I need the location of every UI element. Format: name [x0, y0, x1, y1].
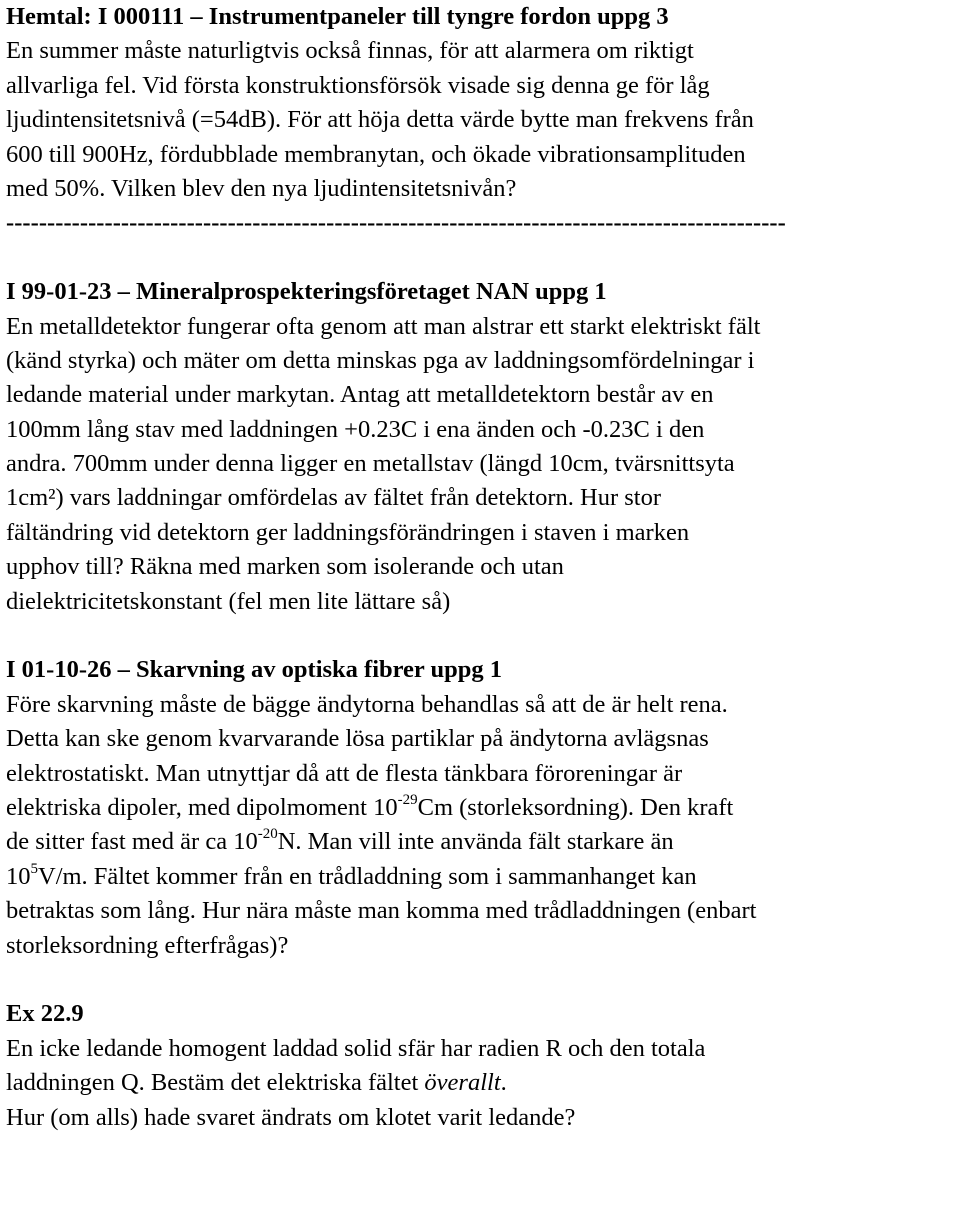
- text-line: En icke ledande homogent laddad solid sfär har radien R och den totala: [6, 1034, 706, 1062]
- text-line: ledande material under markytan. Antag att metalldetektorn består av en: [6, 381, 714, 409]
- text-line: storleksordning efterfrågas)?: [6, 931, 289, 959]
- section-optiska-fibrer: [6, 653, 956, 963]
- text-line: upphov till? Räkna med marken som isolerande och utan: [6, 553, 564, 581]
- text-line: fältändring vid detektorn ger laddningsförändringen i staven i marken: [6, 518, 690, 546]
- text-segment: elektriska dipoler, med dipolmoment 10: [6, 793, 398, 821]
- section-heading: I 01-10-26 – Skarvning av optiska fibrer uppg 1: [6, 656, 502, 684]
- text-line: allvarliga fel. Vid första konstruktionsförsök visade sig denna ge för låg: [6, 71, 710, 99]
- text-segment: 10: [6, 862, 31, 890]
- section-heading: Hemtal: I 000111 – Instrumentpaneler till tyngre fordon uppg 3: [6, 3, 669, 30]
- exponent: 5: [30, 860, 38, 877]
- section-ex-22-9: [6, 997, 956, 1135]
- section-mineralprospektering: [6, 275, 956, 619]
- spacer: [6, 963, 956, 997]
- text-line: 100mm lång stav med laddningen +0.23C i ena änden och -0.23C i den: [6, 415, 705, 443]
- text-line: (känd styrka) och mäter om detta minskas pga av laddningsomfördelningar i: [6, 346, 755, 374]
- text-line: ljudintensitetsnivå (=54dB). För att höja detta värde bytte man frekvens från: [6, 106, 754, 134]
- text-line: [6, 860, 956, 894]
- text-line: En metalldetektor fungerar ofta genom att man alstrar ett starkt elektriskt fält: [6, 312, 761, 340]
- text-line: med 50%. Vilken blev den nya ljudintensitetsnivån?: [6, 174, 517, 202]
- exponent: -29: [397, 791, 418, 808]
- text-line: elektrostatiskt. Man utnyttjar då att de flesta tänkbara föroreningar är: [6, 759, 683, 787]
- text-segment: V/m. Fältet kommer från en trådladdning som i sammanhanget kan: [38, 862, 697, 890]
- text-segment: de sitter fast med är ca 10: [6, 828, 258, 856]
- text-line: 1cm²) vars laddningar omfördelas av fältet från detektorn. Hur stor: [6, 484, 662, 512]
- text-line: betraktas som lång. Hur nära måste man komma med trådladdningen (enbart: [6, 897, 757, 925]
- text-line: [6, 791, 956, 825]
- text-line: dielektricitetskonstant (fel men lite lättare så): [6, 587, 451, 615]
- section-instrumentpaneler: [6, 0, 956, 206]
- text-line: 600 till 900Hz, fördubblade membranytan, och ökade vibrationsamplituden: [6, 140, 746, 168]
- exponent: -20: [257, 826, 278, 843]
- section-heading: I 99-01-23 – Mineralprospekteringsföretaget NAN uppg 1: [6, 278, 607, 306]
- emphasis: överallt: [424, 1069, 501, 1097]
- dashed-separator: -----------------------------------------------------------------------------------------------: [6, 209, 786, 237]
- text-line: [6, 825, 956, 859]
- section-heading: Ex 22.9: [6, 1000, 84, 1028]
- text-line: Hur (om alls) hade svaret ändrats om klotet varit ledande?: [6, 1103, 576, 1131]
- text-line: En summer måste naturligtvis också finnas, för att alarmera om riktigt: [6, 37, 694, 65]
- text-line: andra. 700mm under denna ligger en metallstav (längd 10cm, tvärsnittsyta: [6, 450, 735, 478]
- document: [6, 0, 956, 1135]
- text-segment: laddningen Q. Bestäm det elektriska fältet: [6, 1069, 425, 1097]
- text-segment: N. Man vill inte använda fält starkare än: [277, 828, 674, 856]
- text-line: Detta kan ske genom kvarvarande lösa partiklar på ändytorna avlägsnas: [6, 725, 709, 753]
- text-line: [6, 1066, 956, 1100]
- text-segment: .: [500, 1069, 507, 1097]
- spacer: [6, 619, 956, 653]
- text-segment: Cm (storleksordning). Den kraft: [417, 793, 734, 821]
- text-line: Före skarvning måste de bägge ändytorna behandlas så att de är helt rena.: [6, 690, 728, 718]
- spacer: [6, 241, 956, 275]
